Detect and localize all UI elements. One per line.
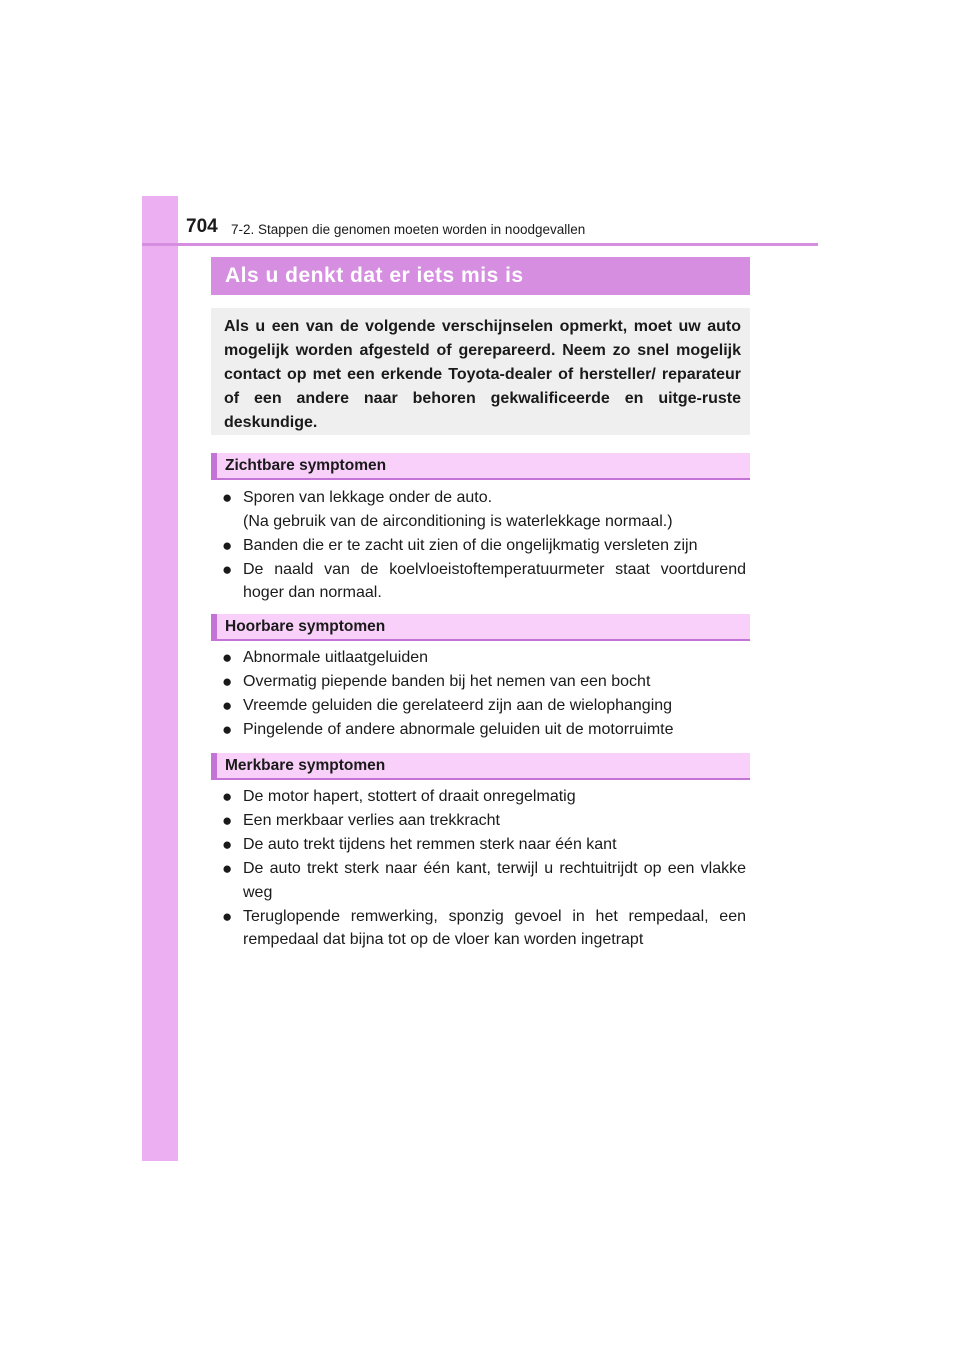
bullet-icon: ● — [222, 488, 233, 507]
list-item-text: Pingelende of andere abnormale geluiden uit de motorruimte — [243, 721, 674, 738]
chapter-side-tab — [142, 196, 178, 1161]
list-item — [222, 785, 746, 809]
list-item-text: Abnormale uitlaatgeluiden — [243, 649, 429, 666]
page-title: Als u denkt dat er iets mis is — [211, 257, 750, 295]
section-heading-audible: Hoorbare symptomen — [211, 614, 750, 641]
list-item — [222, 833, 746, 857]
list-item-text: Overmatig piepende banden bij het nemen van een bocht — [243, 673, 651, 690]
list-item — [222, 534, 746, 558]
bullet-icon: ● — [222, 672, 233, 691]
section-heading-noticeable: Merkbare symptomen — [211, 753, 750, 780]
noticeable-symptoms-list — [222, 785, 746, 952]
page-number: 704 — [186, 216, 218, 237]
list-item — [222, 558, 746, 605]
list-item — [222, 857, 746, 904]
list-item-text: De auto trekt sterk naar één kant, terwijl u rechtuitrijdt op een vlakke weg — [243, 860, 746, 901]
list-item-text: De auto trekt tijdens het remmen sterk naar één kant — [243, 836, 617, 853]
list-item-text: De naald van de koelvloeistoftemperatuurmeter staat voortdurend hoger dan normaal. — [243, 560, 746, 601]
list-item — [222, 694, 746, 718]
list-item-text: Sporen van lekkage onder de auto. (Na gebruik van de airconditioning is waterlekkage normaal.) — [243, 489, 673, 530]
bullet-icon: ● — [222, 787, 233, 806]
section-path: 7-2. Stappen die genomen moeten worden in noodgevallen — [231, 222, 586, 237]
bullet-icon: ● — [222, 648, 233, 667]
audible-symptoms-list — [222, 646, 746, 742]
visible-symptoms-list — [222, 486, 746, 605]
intro-notice: Als u een van de volgende verschijnselen opmerkt, moet uw auto mogelijk worden afgesteld of gerepareerd. Neem zo snel mogelijk contact op met een erkende Toyota-dealer of hersteller/ reparateur of een andere naar behoren gekwalificeerde en uitge-ruste deskundige. — [211, 308, 750, 435]
list-item-text: Teruglopende remwerking, sponzig gevoel in het rempedaal, een rempedaal dat bijna tot op de vloer kan worden ingetrapt — [243, 907, 746, 948]
bullet-icon: ● — [222, 811, 233, 830]
list-item-text: De motor hapert, stottert of draait onregelmatig — [243, 788, 576, 805]
list-item — [222, 646, 746, 670]
bullet-icon: ● — [222, 559, 233, 579]
list-item — [222, 809, 746, 833]
list-item — [222, 718, 746, 742]
list-item-text: Vreemde geluiden die gerelateerd zijn aan de wielophanging — [243, 697, 673, 714]
list-item-text: Een merkbaar verlies aan trekkracht — [243, 812, 500, 829]
header-divider — [142, 243, 818, 246]
list-item — [222, 486, 746, 533]
bullet-icon: ● — [222, 859, 233, 878]
bullet-icon: ● — [222, 535, 233, 555]
list-item — [222, 670, 746, 694]
bullet-icon: ● — [222, 720, 233, 739]
bullet-icon: ● — [222, 835, 233, 854]
bullet-icon: ● — [222, 906, 233, 926]
list-item — [222, 905, 746, 952]
bullet-icon: ● — [222, 696, 233, 715]
section-heading-visible: Zichtbare symptomen — [211, 453, 750, 480]
list-item-text: Banden die er te zacht uit zien of die ongelijkmatig versleten zijn — [243, 536, 698, 554]
